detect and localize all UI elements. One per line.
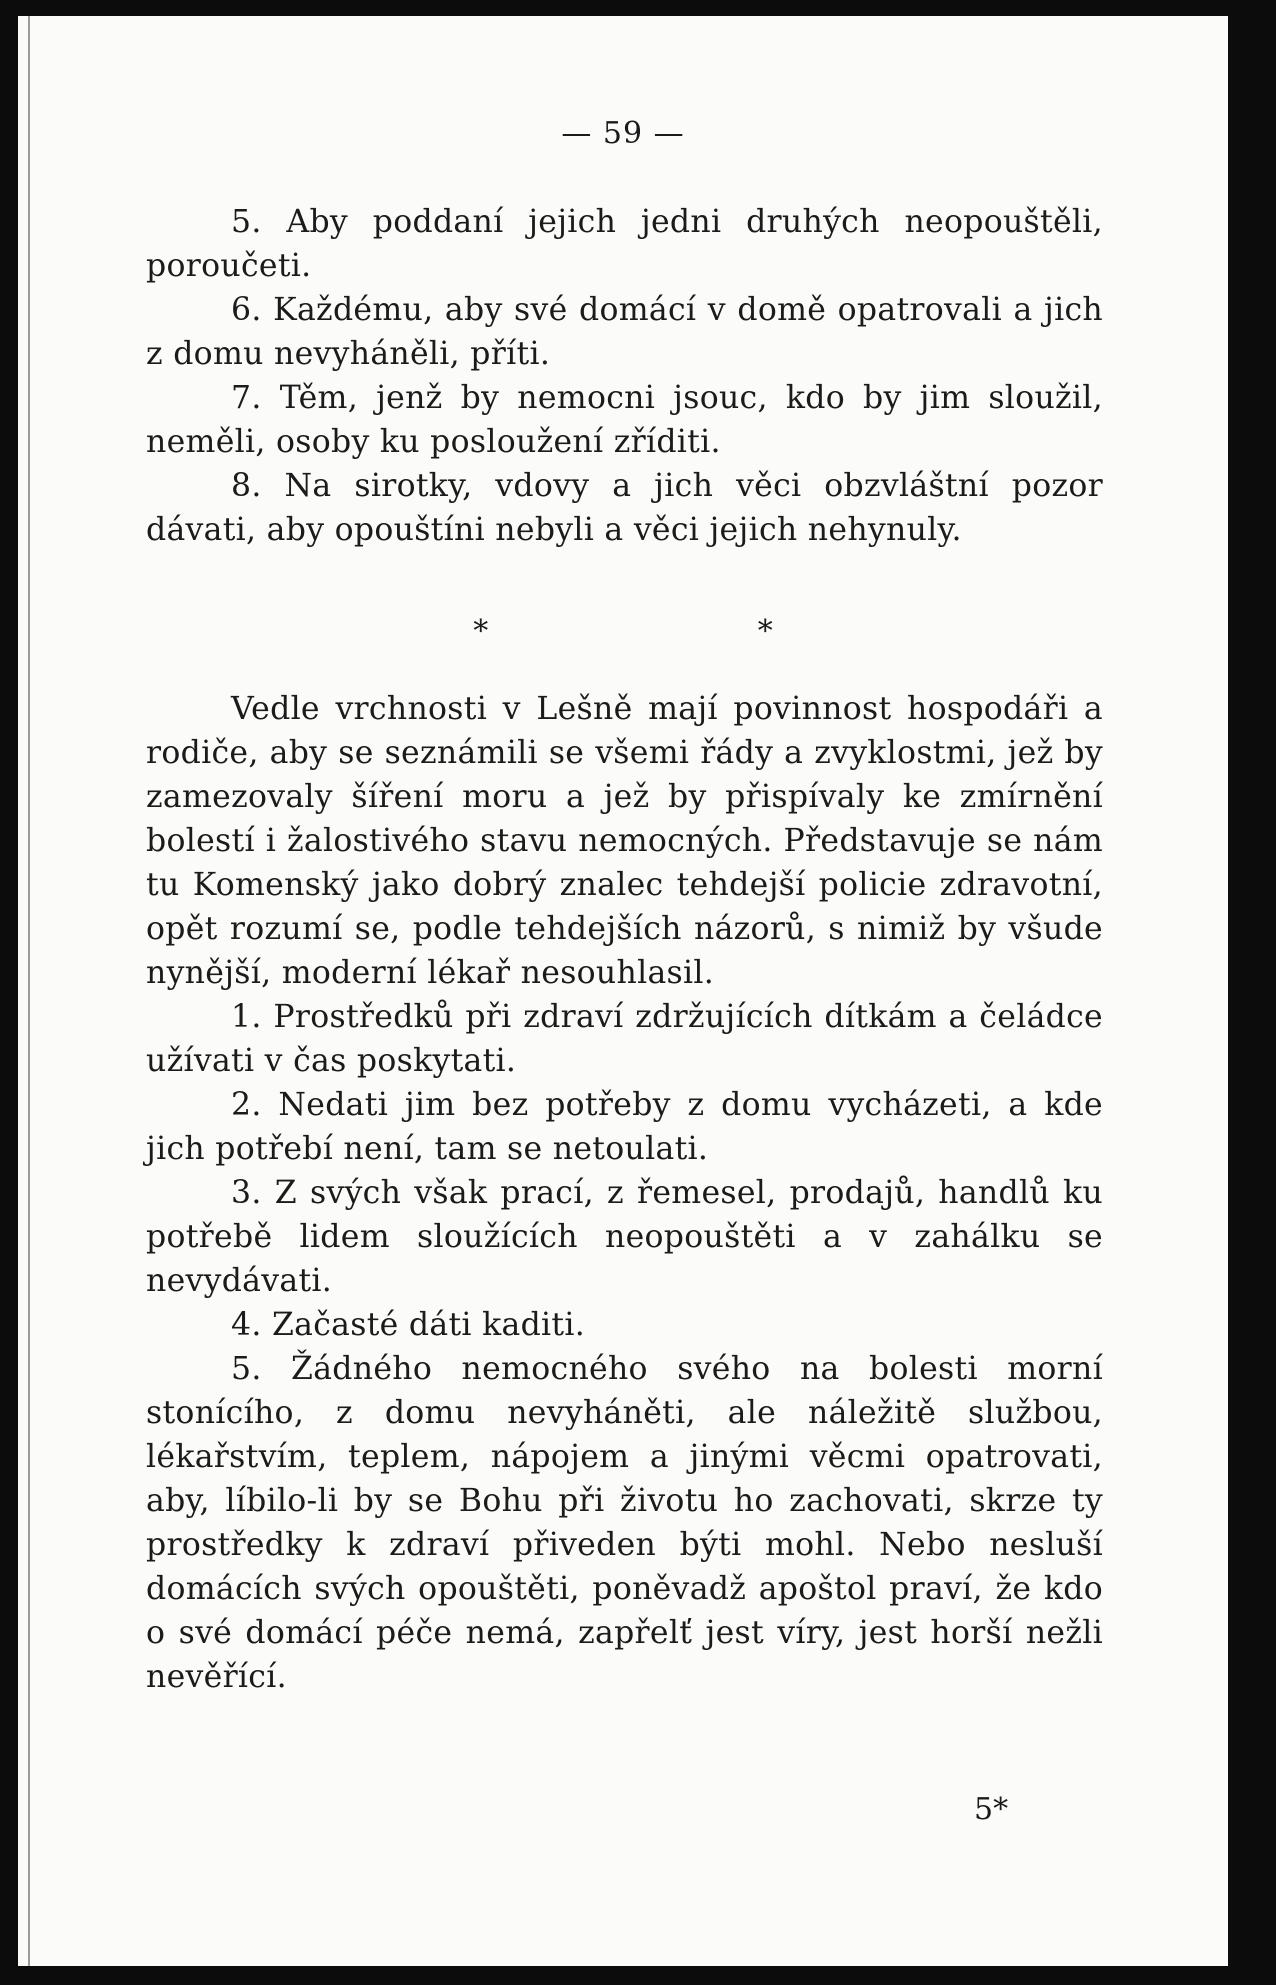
paragraph: 7. Těm, jenž by nemocni jsouc, kdo by jim sloužil, neměli, osoby ku posloužení zříditi. xyxy=(146,380,1103,460)
signature-mark: 5* xyxy=(974,1792,1009,1827)
paragraph: 4. Začasté dáti kaditi. xyxy=(231,1307,586,1343)
book-page xyxy=(18,16,1228,1966)
paragraph: 2. Nedati jim bez potřeby z domu vycházeti, a kde jich potřebí není, tam se netoulati. xyxy=(146,1087,1103,1167)
page-binding-edge xyxy=(18,16,30,1966)
paragraph: 8. Na sirotky, vdovy a jich věci obzvláštní pozor dávati, aby opouštíni nebyli a věci jejich nehynuly. xyxy=(146,468,1103,548)
section-separator: * * xyxy=(473,614,903,649)
paragraph: Vedle vrchnosti v Lešně mají povinnost hospodáři a rodiče, aby se seznámili se všemi řády a zvyklostmi, jež by zamezovaly šíření moru a jež by přispívaly ke zmírnění bolestí i žalostivého stavu nemocných. Představuje se nám tu Komenský jako dobrý znalec tehdejší policie zdravotní, opět rozumí se, podle tehdejších názorů, s nimiž by všude nynější, moderní lékař nesouhlasil. xyxy=(146,691,1103,991)
text-block-main xyxy=(146,687,1103,1699)
page-number: — 59 — xyxy=(561,116,685,151)
paragraph: 1. Prostředků při zdraví zdržujících dítkám a čeládce užívati v čas poskytati. xyxy=(146,999,1103,1079)
paragraph: 6. Každému, aby své domácí v domě opatrovali a jich z domu nevyháněli, příti. xyxy=(146,292,1103,372)
paragraph: 5. Žádného nemocného svého na bolesti morní stonícího, z domu nevyháněti, ale náležitě službou, lékařstvím, teplem, nápojem a jinými věcmi opatrovati, aby, líbilo-li by se Bohu při životu ho zachovati, skrze ty prostředky k zdraví přiveden býti mohl. Nebo nesluší domácích svých opouštěti, poněvadž apoštol praví, že kdo o své domácí péče nemá, zapřelť jest víry, jest horší nežli nevěřící. xyxy=(146,1351,1103,1695)
text-block-numbered-list xyxy=(146,200,1103,552)
paragraph: 5. Aby poddaní jejich jedni druhých neopouštěli, poroučeti. xyxy=(146,204,1103,284)
paragraph: 3. Z svých však prací, z řemesel, prodajů, handlů ku potřebě lidem sloužících neopouštěti a v zahálku se nevydávati. xyxy=(146,1175,1103,1299)
